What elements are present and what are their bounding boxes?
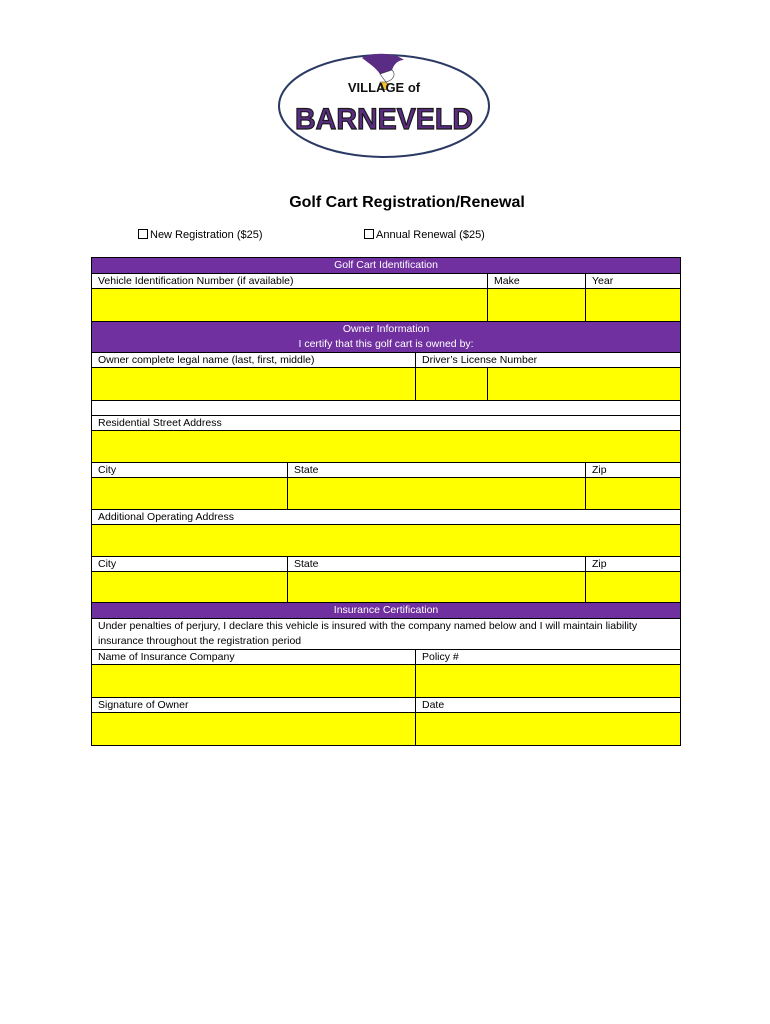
policy-field[interactable] bbox=[416, 665, 681, 698]
signature-label: Signature of Owner bbox=[92, 698, 416, 713]
additional-address-field[interactable] bbox=[92, 525, 681, 557]
date-label: Date bbox=[416, 698, 681, 713]
owner-name-field[interactable] bbox=[92, 368, 416, 401]
insurance-company-label: Name of Insurance Company bbox=[92, 650, 416, 665]
owner-header-title: Owner Information bbox=[342, 323, 430, 335]
owner-header bbox=[92, 322, 681, 353]
registration-form-table bbox=[91, 257, 681, 746]
residential-address-field[interactable] bbox=[92, 431, 681, 463]
zip-field[interactable] bbox=[586, 478, 681, 510]
annual-renewal-option[interactable] bbox=[364, 229, 485, 241]
year-field[interactable] bbox=[586, 289, 681, 322]
vin-field[interactable] bbox=[92, 289, 488, 322]
license-label: Driver’s License Number bbox=[416, 353, 681, 368]
village-logo bbox=[276, 52, 492, 160]
zip-label: Zip bbox=[586, 463, 681, 478]
zip2-label: Zip bbox=[586, 557, 681, 572]
additional-address-label: Additional Operating Address bbox=[92, 510, 681, 525]
spacer-row bbox=[92, 401, 681, 416]
state2-field[interactable] bbox=[288, 572, 586, 603]
vin-label: Vehicle Identification Number (if available) bbox=[92, 274, 488, 289]
license-field-extra[interactable] bbox=[488, 368, 681, 401]
new-registration-option[interactable] bbox=[138, 229, 263, 241]
signature-field[interactable] bbox=[92, 713, 416, 746]
residential-address-label: Residential Street Address bbox=[92, 416, 681, 431]
logo-line1: VILLAGE of bbox=[347, 80, 421, 95]
city-label: City bbox=[92, 463, 288, 478]
make-label: Make bbox=[488, 274, 586, 289]
city2-label: City bbox=[92, 557, 288, 572]
owner-name-label: Owner complete legal name (last, first, middle) bbox=[92, 353, 416, 368]
new-registration-label: New Registration ($25) bbox=[150, 229, 263, 241]
city2-field[interactable] bbox=[92, 572, 288, 603]
city-field[interactable] bbox=[92, 478, 288, 510]
policy-label: Policy # bbox=[416, 650, 681, 665]
date-field[interactable] bbox=[416, 713, 681, 746]
state2-label: State bbox=[288, 557, 586, 572]
owner-header-certify: I certify that this golf cart is owned by: bbox=[298, 338, 474, 350]
zip2-field[interactable] bbox=[586, 572, 681, 603]
logo-line2: BARNEVELD bbox=[295, 103, 473, 136]
insurance-company-field[interactable] bbox=[92, 665, 416, 698]
insurance-header: Insurance Certification bbox=[92, 603, 681, 619]
form-title: Golf Cart Registration/Renewal bbox=[289, 194, 525, 211]
state-field[interactable] bbox=[288, 478, 586, 510]
annual-renewal-checkbox[interactable] bbox=[364, 229, 374, 239]
identification-header: Golf Cart Identification bbox=[92, 258, 681, 274]
annual-renewal-label: Annual Renewal ($25) bbox=[376, 229, 485, 241]
new-registration-checkbox[interactable] bbox=[138, 229, 148, 239]
insurance-statement: Under penalties of perjury, I declare this vehicle is insured with the company named below and I will maintain liability insurance throughout the registration period bbox=[92, 619, 681, 650]
year-label: Year bbox=[586, 274, 681, 289]
make-field[interactable] bbox=[488, 289, 586, 322]
state-label: State bbox=[288, 463, 586, 478]
license-field[interactable] bbox=[416, 368, 488, 401]
